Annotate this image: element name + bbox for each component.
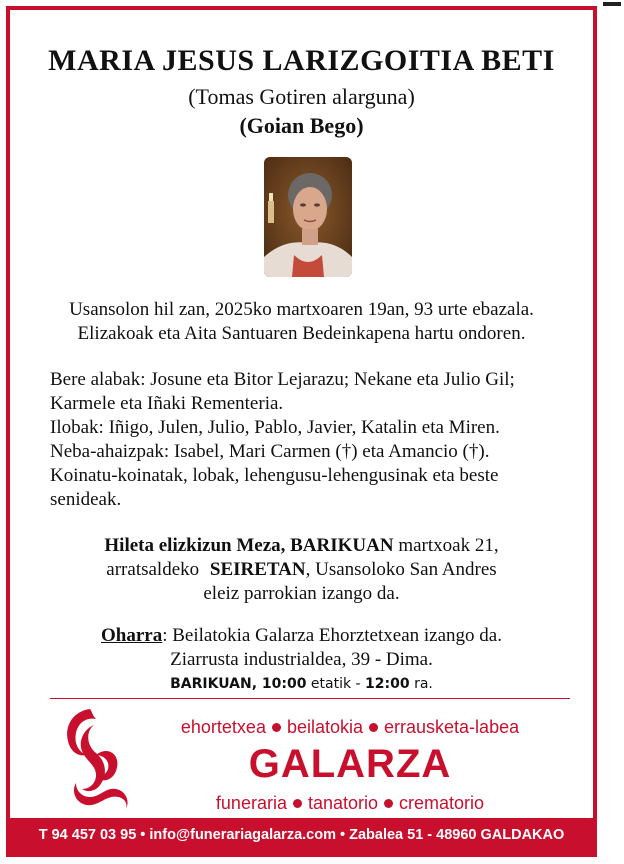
service-crematorio: crematorio (399, 793, 485, 813)
divider-line (50, 698, 570, 699)
ceremony-date: martxoak 21, (398, 535, 499, 556)
family-siblings: Neba-ahaizpak: Isabel, Mari Carmen (†) eta Amancio (†). (50, 441, 490, 462)
death-line-1: Usansolon hil zan, 2025ko martxoaren 19an, 93 urte ebazala. (69, 299, 534, 320)
dot-icon (293, 799, 302, 808)
ceremony-place: , Usansoloko San Andres (305, 559, 497, 580)
ceremony-time-prefix: arratsaldeko (106, 559, 200, 580)
portrait-image (264, 157, 352, 277)
note-text-1: : Beilatokia Galarza Ehorztetxean izango da. (162, 625, 502, 646)
note-day: BARIKUAN, 10:00 (170, 676, 307, 692)
note-time (0, 672, 603, 696)
family-grandchildren: Ilobak: Iñigo, Julen, Julio, Pablo, Javier, Katalin eta Miren. (50, 417, 500, 438)
widow-of: (Tomas Gotiren alarguna) (188, 84, 415, 109)
brand-name: GALARZA (248, 742, 452, 786)
services-top (140, 717, 560, 738)
services-bottom (140, 793, 560, 814)
family-daughters: Bere alabak: Josune eta Bitor Lejarazu; Nekane eta Julio Gil; Karmele eta Iñaki Rementeria. (50, 369, 515, 414)
service-ehortetxea: ehortetxea (180, 717, 266, 737)
family-list (50, 368, 570, 512)
note-label: Oharra (101, 625, 163, 646)
service-funeraria: funeraria (215, 793, 287, 813)
scan-mark (603, 2, 621, 6)
note-text-2: Ziarrusta industrialdea, 39 - Dima. (170, 649, 433, 670)
death-announcement (0, 298, 603, 346)
alias: (Goian Bego) (239, 113, 364, 138)
ceremony-line-3: eleiz parrokian izango da. (203, 583, 400, 604)
galarza-logo-icon (56, 705, 132, 813)
death-line-2: Elizakoak eta Aita Santuaren Bedeinkapena hartu ondoren. (77, 323, 526, 344)
dot-icon (369, 723, 378, 732)
family-relatives: Koinatu-koinatak, lobak, lehengusu-lehengusinak eta beste senideak. (50, 465, 499, 510)
ceremony-time: SEIRETAN (209, 559, 306, 580)
deceased-name: MARIA JESUS LARIZGOITIA BETI (48, 44, 555, 77)
contact-footer: T 94 457 03 95 • info@funerariagalarza.com • Zabalea 51 - 48960 GALDAKAO (10, 818, 593, 853)
service-tanatorio: tanatorio (307, 793, 379, 813)
dot-icon (272, 723, 281, 732)
note-to-suffix: ra. (409, 676, 433, 692)
note-from: etatik - (306, 676, 366, 692)
ceremony-day: BARIKUAN (290, 535, 394, 556)
ceremony-label: Hileta elizkizun Meza, (104, 535, 286, 556)
ceremony-info (0, 534, 603, 606)
note-to-time: 12:00 (365, 676, 410, 692)
portrait-photo (264, 157, 352, 277)
service-beilatokia: beilatokia (286, 717, 364, 737)
dot-icon (384, 799, 393, 808)
service-errausketa-labea: errausketa-labea (384, 717, 520, 737)
wake-note (0, 624, 603, 696)
